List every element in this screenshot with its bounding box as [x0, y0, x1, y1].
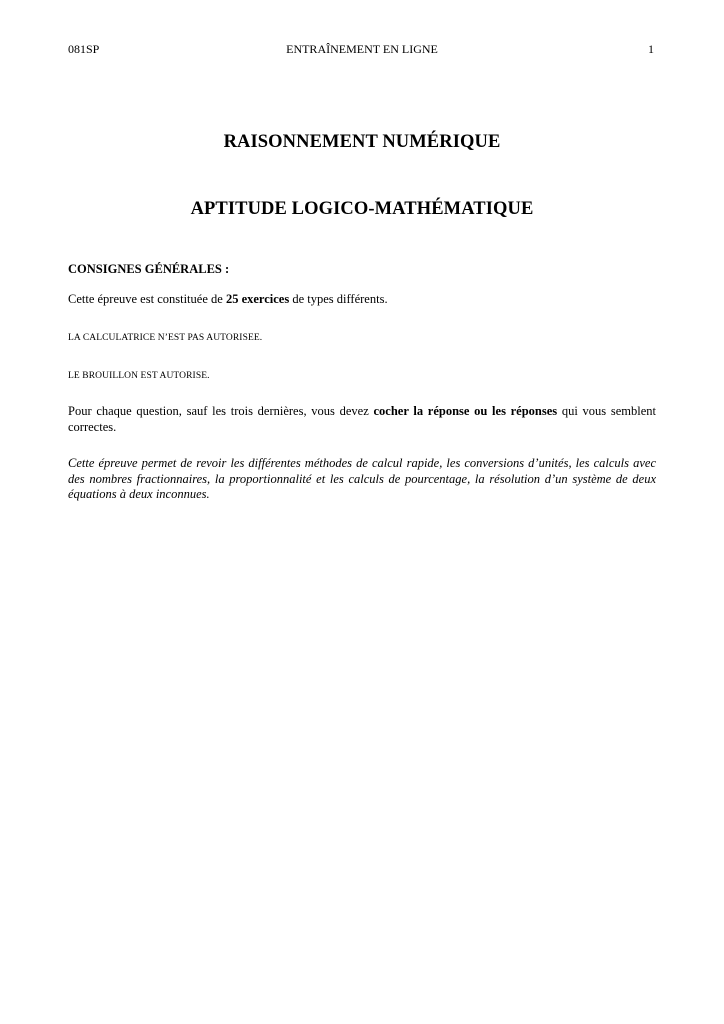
- intro-text-after: de types différents.: [289, 292, 388, 306]
- intro-text-before: Cette épreuve est constituée de: [68, 292, 226, 306]
- instruction-paragraph: [68, 404, 656, 435]
- page-number: 1: [648, 42, 654, 56]
- instruction-emphasis: cocher la réponse ou les réponses: [373, 404, 558, 418]
- page-header: [68, 41, 656, 57]
- instruction-text-after: qui vous semblent correctes.: [68, 404, 657, 434]
- instruction-text-before: Pour chaque question, sauf les trois dernières, vous devez: [68, 404, 374, 418]
- document-code: 081SP: [68, 42, 100, 56]
- intro-paragraph: [68, 292, 656, 308]
- header-title: ENTRAÎNEMENT EN LIGNE: [286, 42, 438, 56]
- main-title: RAISONNEMENT NUMÉRIQUE: [223, 132, 501, 152]
- draft-note: LE BROUILLON EST AUTORISE.: [68, 371, 210, 381]
- section-heading: CONSIGNES GÉNÉRALES :: [68, 262, 230, 276]
- exercise-count: 25 exercices: [225, 292, 290, 306]
- subtitle: APTITUDE LOGICO-MATHÉMATIQUE: [190, 199, 534, 219]
- calculator-note: LA CALCULATRICE N’EST PAS AUTORISEE.: [68, 333, 263, 343]
- description-paragraph: Cette épreuve permet de revoir les différentes méthodes de calcul rapide, les conversions d’unités, les calculs avec des nombres fractionnaires, la proportionnalité et les calculs de pourcentage, la résolution d’un système de deux équations à deux inconnues.: [68, 456, 656, 501]
